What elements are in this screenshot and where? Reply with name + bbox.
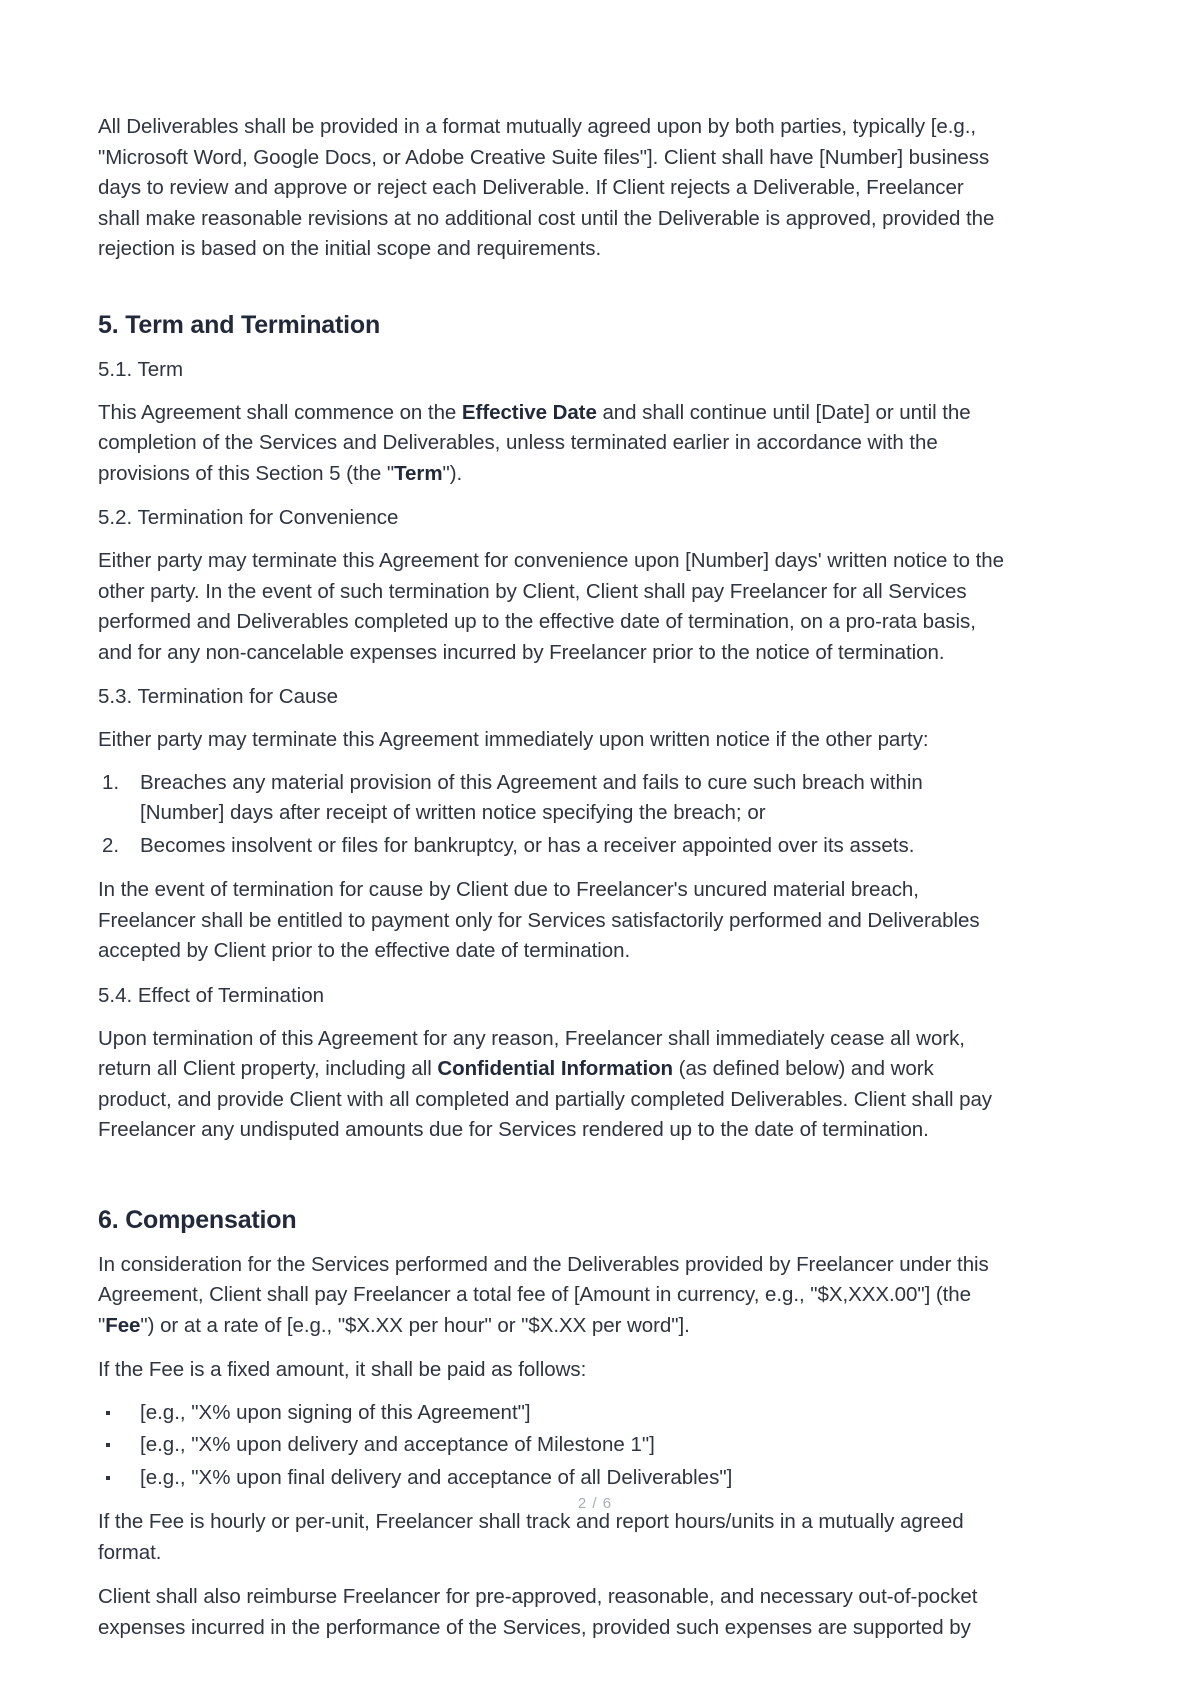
text-run: and shall continue until [Date] or until the completion of the Services and Deliverables, unless terminated earlier in accordance with the provisions of this Section 5 (the " bbox=[98, 400, 971, 485]
list-item: [e.g., "X% upon delivery and acceptance of Milestone 1"] bbox=[98, 1430, 1010, 1461]
expenses-paragraph: Client shall also reimburse Freelancer for pre-approved, reasonable, and necessary out-of-pocket expenses incurred in the performance of the Services, provided such expenses are supported by bbox=[98, 1585, 978, 1639]
text-run: This Agreement shall commence on the bbox=[98, 400, 462, 424]
intro-paragraph: All Deliverables shall be provided in a format mutually agreed upon by both parties, typically [e.g., "Microsoft Word, Google Docs, or Adobe Creative Suite files"]. Client shall have [Number] business days to review and approve or reject each Deliverable. If Client rejects a Deliverable, Freelancer shall make reasonable revisions at no additional cost until the Deliverable is approved, provided the rejection is based on the initial scope and requirements. bbox=[98, 115, 995, 260]
page-number: 2 / 6 bbox=[577, 1495, 613, 1512]
subsection-heading-5-1: 5.1. Term bbox=[98, 357, 184, 381]
list-item: [e.g., "X% upon signing of this Agreement"] bbox=[98, 1398, 1010, 1429]
term-effective-date: Effective Date bbox=[461, 400, 597, 424]
list-item: [e.g., "X% upon final delivery and acceptance of all Deliverables"] bbox=[98, 1463, 1010, 1494]
termination-cause-list bbox=[98, 768, 1010, 862]
subsection-heading-5-2: 5.2. Termination for Convenience bbox=[98, 506, 399, 529]
text-run: Upon termination of this Agreement for any reason, Freelancer shall immediately cease all work, return all Client property, including all bbox=[98, 1026, 965, 1080]
subsection-5-2-paragraph: Either party may terminate this Agreement for convenience upon [Number] days' written notice to the other party. In the event of such termination by Client, Client shall pay Freelancer for all Services performed and Deliverables completed up to the effective date of termination, on a pro-rata basis, and for any non-cancelable expenses incurred by Freelancer prior to the notice of termination. bbox=[98, 549, 1004, 664]
section-heading-5: 5. Term and Termination bbox=[98, 310, 381, 339]
subsection-5-1-paragraph bbox=[98, 398, 1010, 490]
subsection-5-4-paragraph bbox=[98, 1024, 1010, 1146]
fixed-fee-list bbox=[98, 1398, 1010, 1494]
term-fee: Fee bbox=[105, 1313, 141, 1337]
fixed-fee-intro: If the Fee is a fixed amount, it shall be paid as follows: bbox=[98, 1358, 587, 1381]
section-6-paragraph bbox=[98, 1250, 1010, 1342]
hourly-fee-paragraph: If the Fee is hourly or per-unit, Freelancer shall track and report hours/units in a mutually agreed format. bbox=[98, 1510, 964, 1564]
term-confidential-information: Confidential Information bbox=[437, 1057, 674, 1080]
text-run: ") or at a rate of [e.g., "$X.XX per hour" or "$X.XX per word"]. bbox=[140, 1313, 690, 1337]
text-run: (as defined below) and work product, and provide Client with all completed and partially completed Deliverables. Client shall pay Freelancer any undisputed amounts due for Services rendered up to the date of termination. bbox=[98, 1057, 993, 1141]
subsection-heading-5-3: 5.3. Termination for Cause bbox=[98, 685, 339, 708]
list-item: Breaches any material provision of this Agreement and fails to cure such breach within [Number] days after receipt of written notice specifying the breach; or bbox=[140, 770, 923, 824]
subsection-heading-5-4: 5.4. Effect of Termination bbox=[98, 983, 325, 1007]
subsection-5-3-closing: In the event of termination for cause by Client due to Freelancer's uncured material breach, Freelancer shall be entitled to payment only for Services satisfactorily performed and Deliverables accepted by Client prior to the effective date of termination. bbox=[98, 878, 980, 962]
page-content bbox=[98, 112, 1010, 1657]
list-item: Becomes insolvent or files for bankruptcy, or has a receiver appointed over its assets. bbox=[140, 833, 915, 857]
subsection-5-3-intro: Either party may terminate this Agreement immediately upon written notice if the other party: bbox=[98, 728, 929, 751]
text-run: In consideration for the Services performed and the Deliverables provided by Freelancer under this Agreement, Client shall pay Freelancer a total fee of [Amount in currency, e.g., "$X,XXX.00"] (the " bbox=[98, 1252, 989, 1337]
text-run: "). bbox=[442, 461, 463, 485]
section-heading-6: 6. Compensation bbox=[98, 1205, 297, 1234]
term-term: Term bbox=[394, 461, 443, 485]
